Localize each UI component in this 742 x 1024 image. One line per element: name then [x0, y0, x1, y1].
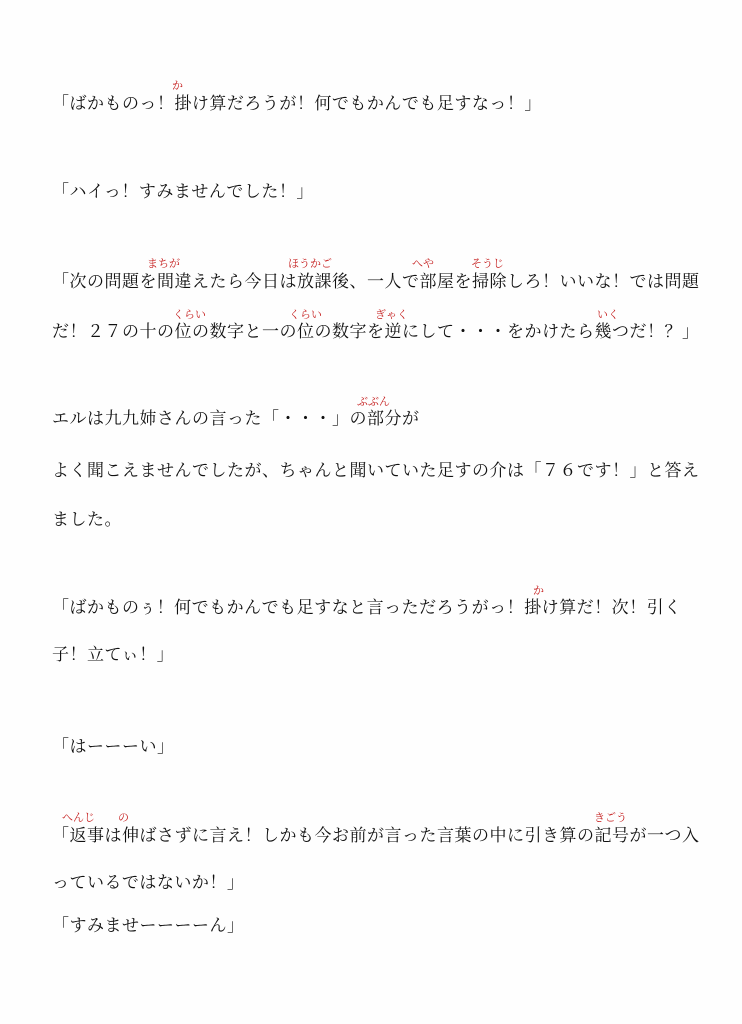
furigana-kurai-2: くらい [289, 308, 322, 321]
text-line-4: だ！２７の十の位の数字と一の位の数字を逆にして・・・をかけたら幾つだ！？」 [52, 322, 700, 342]
furigana-heya: へや [412, 257, 434, 270]
text-line-3: 「次の問題を間違えたら今日は放課後、一人で部屋を掃除しろ！いいな！では問題 [52, 272, 700, 292]
text-line-1: 「ばかものっ！掛け算だろうが！何でもかんでも足すなっ！」 [52, 94, 542, 114]
text-line-12: っているではないか！」 [52, 873, 245, 893]
text-line-11: 「返事は伸ばさずに言え！しかも今お前が言った言葉の中に引き算の記号が一つ入 [52, 826, 700, 846]
furigana-machiga: まちが [147, 257, 180, 270]
text-line-13: 「すみませーーーーん」 [52, 916, 245, 936]
text-line-2: 「ハイっ！すみませんでした！」 [52, 182, 314, 202]
furigana-houkago: ほうかご [288, 257, 332, 270]
text-line-7: ました。 [52, 510, 122, 530]
furigana-no: の [118, 811, 129, 824]
furigana-souji: そうじ [471, 257, 504, 270]
text-line-10: 「はーーーい」 [52, 737, 175, 757]
furigana-ka-2: か [533, 584, 544, 597]
text-line-9: 子！立てぃ！」 [52, 645, 175, 665]
furigana-iku: いく [597, 308, 619, 321]
text-line-8: 「ばかものぅ！何でもかんでも足すなと言っただろうがっ！掛け算だ！次！引く [52, 598, 682, 618]
furigana-kurai-1: くらい [173, 308, 206, 321]
furigana-gyaku: ぎゃく [375, 308, 408, 321]
furigana-ka-1: か [172, 79, 183, 92]
furigana-bubun: ぶぶん [357, 395, 390, 408]
furigana-kigou: きごう [594, 811, 627, 824]
text-line-6: よく聞こえませんでしたが、ちゃんと聞いていた足すの介は「７６です！」と答え [52, 461, 700, 481]
text-line-5: エルは九九姉さんの言った「・・・」の部分が [52, 409, 420, 429]
furigana-henji: へんじ [62, 811, 95, 824]
